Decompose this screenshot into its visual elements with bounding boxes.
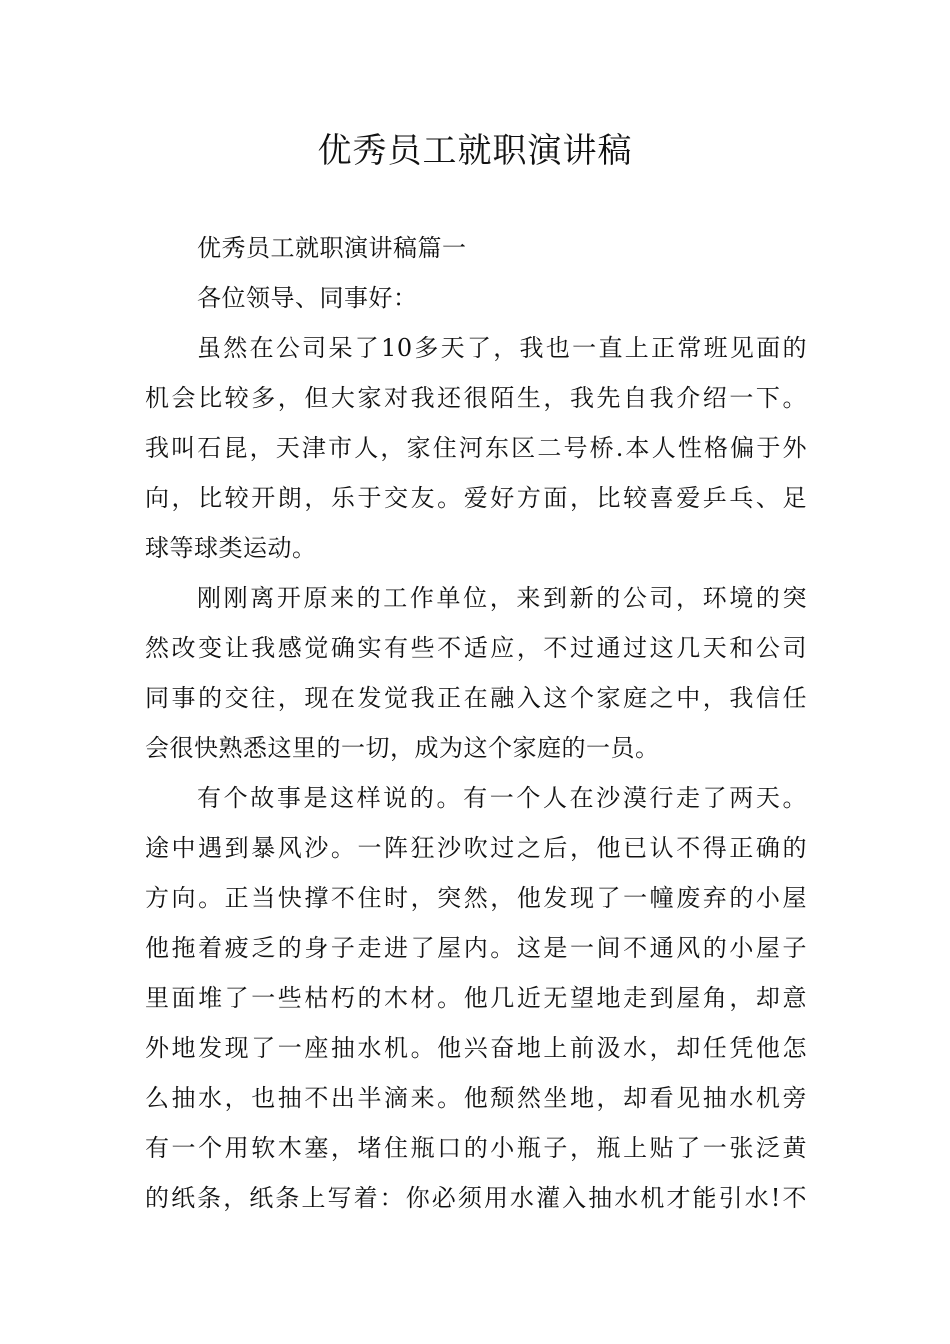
text-line: 有个故事是这样说的。有一个人在沙漠行走了两天。 xyxy=(197,784,807,812)
text-line: 机会比较多，但大家对我还很陌生，我先自我介绍一下。 xyxy=(145,384,807,412)
document-title: 优秀员工就职演讲稿 xyxy=(317,131,633,171)
text-line: 里面堆了一些枯朽的木材。他几近无望地走到屋角，却意 xyxy=(145,984,807,1012)
text-line: 有一个用软木塞，堵住瓶口的小瓶子，瓶上贴了一张泛黄 xyxy=(145,1134,807,1162)
text-line: 同事的交往，现在发觉我正在融入这个家庭之中，我信任 xyxy=(145,684,807,712)
text-line: 方向。正当快撑不住时，突然，他发现了一幢废弃的小屋 xyxy=(145,884,807,912)
text-line: 么抽水，也抽不出半滴来。他颓然坐地，却看见抽水机旁 xyxy=(145,1084,807,1112)
text-line: 我叫石昆，天津市人，家住河东区二号桥.本人性格偏于外 xyxy=(145,434,807,462)
text-line: 球等球类运动。 xyxy=(145,534,317,562)
text-line: 会很快熟悉这里的一切，成为这个家庭的一员。 xyxy=(145,734,660,762)
text-line: 各位领导、同事好： xyxy=(197,284,418,312)
text-line: 外地发现了一座抽水机。他兴奋地上前汲水，却任凭他怎 xyxy=(145,1034,807,1062)
text-line: 途中遇到暴风沙。一阵狂沙吹过之后，他已认不得正确的 xyxy=(145,834,807,862)
text-line: 的纸条，纸条上写着：你必须用水灌入抽水机才能引水!不 xyxy=(145,1184,807,1212)
text-line: 向，比较开朗，乐于交友。爱好方面，比较喜爱乒乓、足 xyxy=(145,484,807,512)
text-line: 他拖着疲乏的身子走进了屋内。这是一间不通风的小屋子 xyxy=(145,934,807,962)
text-line: 优秀员工就职演讲稿篇一 xyxy=(197,234,467,262)
text-line: 刚刚离开原来的工作单位，来到新的公司，环境的突 xyxy=(197,584,807,612)
text-line: 虽然在公司呆了10多天了，我也一直上正常班见面的 xyxy=(197,334,807,362)
document-body xyxy=(145,223,807,1223)
text-line: 然改变让我感觉确实有些不适应，不过通过这几天和公司 xyxy=(145,634,807,662)
